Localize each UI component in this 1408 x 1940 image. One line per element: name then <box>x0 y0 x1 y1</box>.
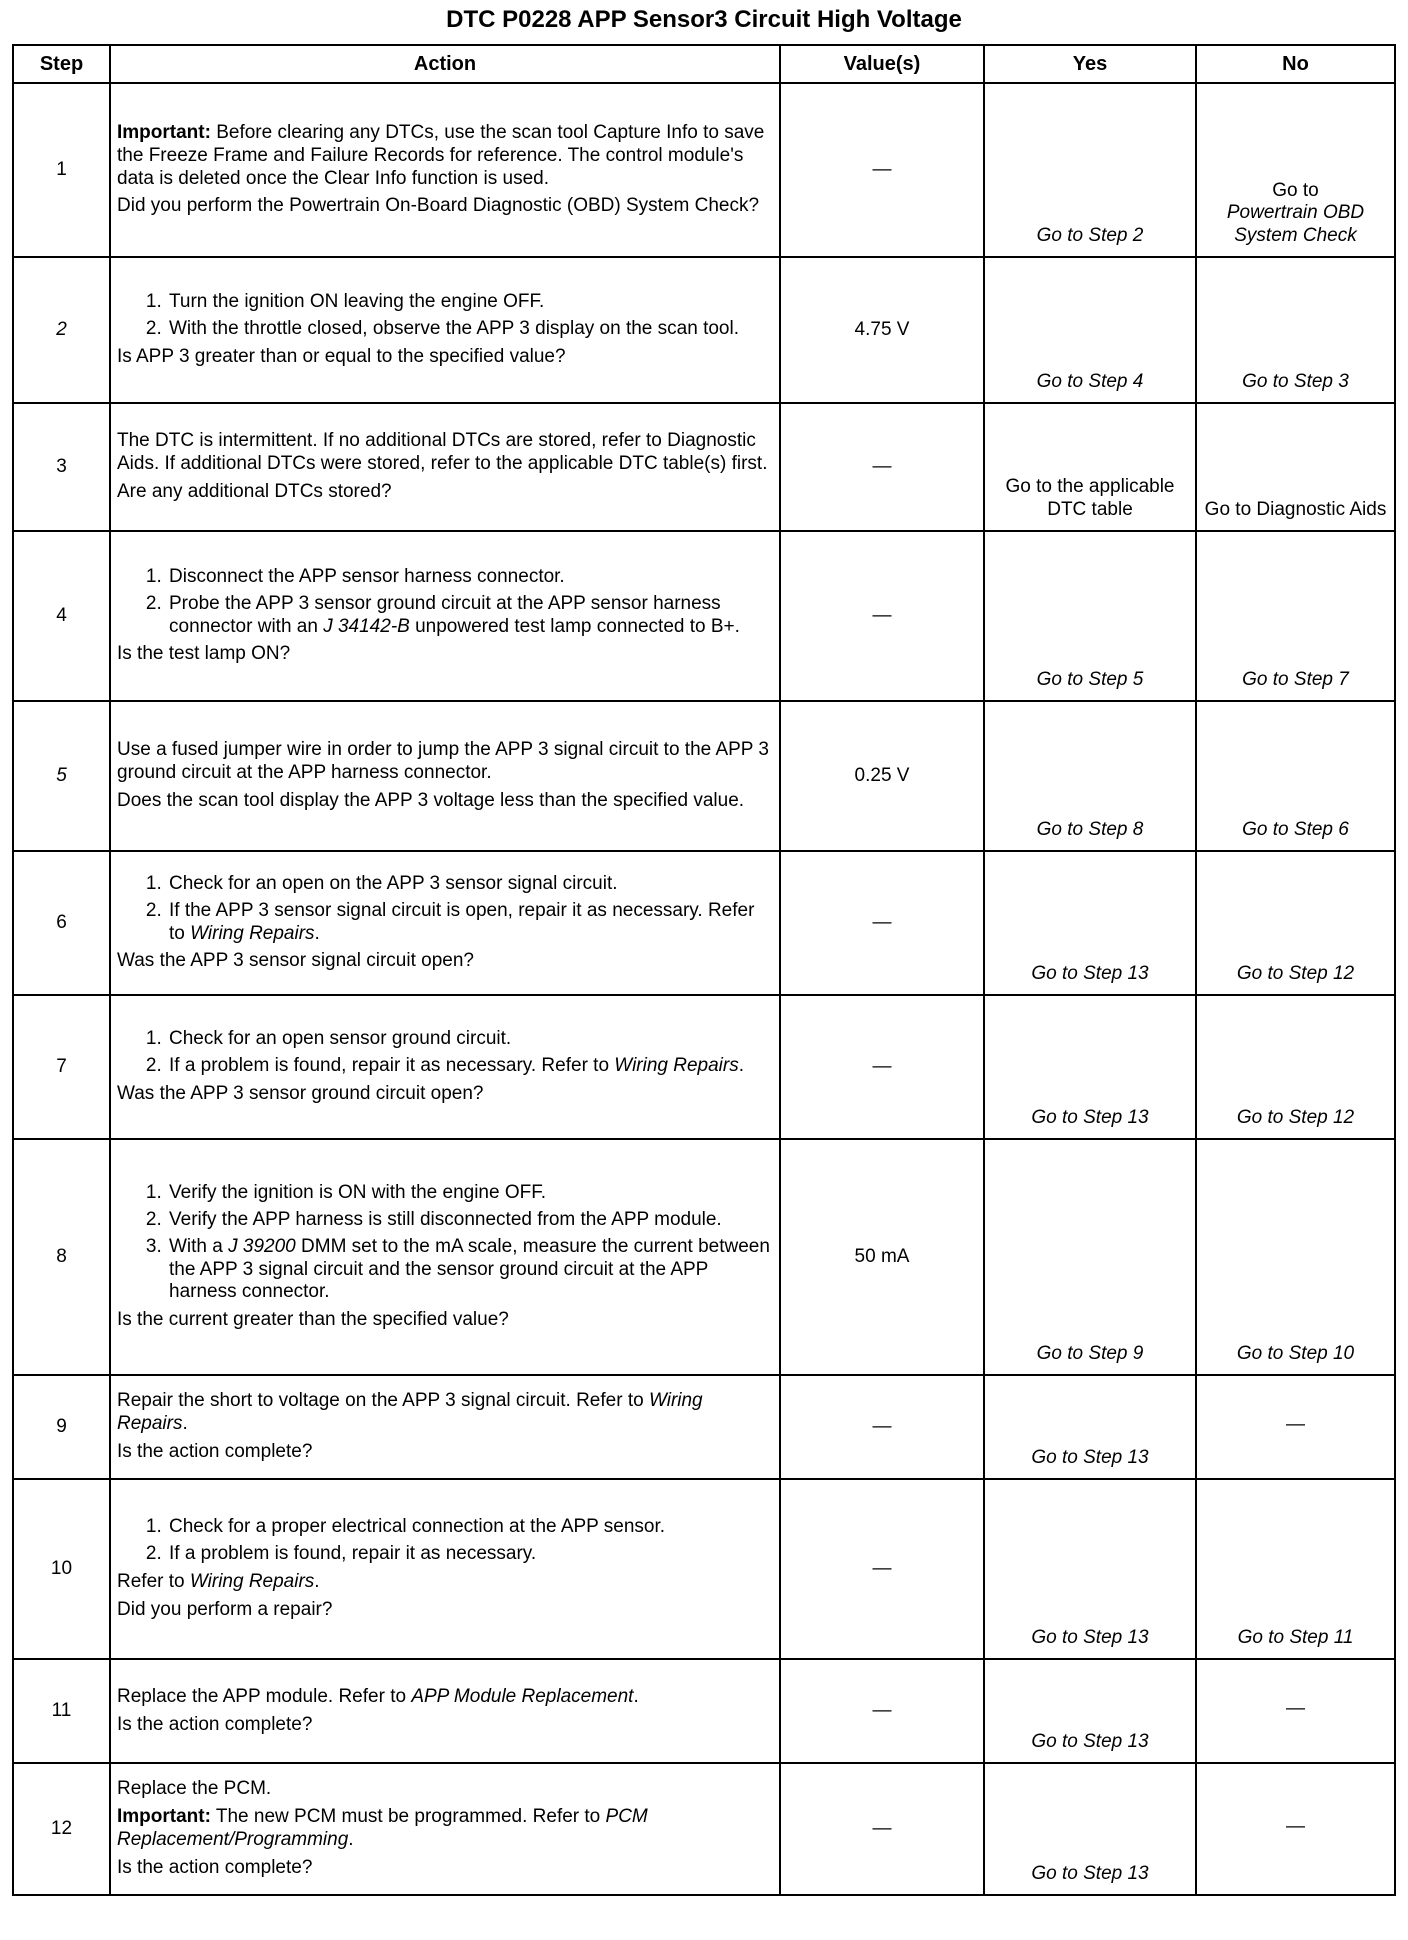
step-number: 10 <box>13 1479 110 1659</box>
action-text: . <box>314 1571 320 1592</box>
action-item <box>167 1236 773 1304</box>
action-text: . <box>633 1685 639 1707</box>
yes-link[interactable]: Go to Step 13 <box>984 851 1196 995</box>
action-item: 1. Verify the ignition is ON with the engine OFF. <box>167 1182 773 1205</box>
action-cell <box>110 83 780 257</box>
action-item: 1. Turn the ignition ON leaving the engine OFF. <box>167 291 773 314</box>
step-number: 12 <box>13 1763 110 1895</box>
value-cell: — <box>780 851 984 995</box>
action-question: Is the current greater than the specified value? <box>117 1309 509 1331</box>
action-item: 2. If a problem is found, repair it as necessary. <box>167 1543 773 1566</box>
action-question: Is the action complete? <box>117 1440 313 1462</box>
action-text: The DTC is intermittent. If no additional DTCs are stored, refer to Diagnostic Aids. If additional DTCs were stored, refer to the applicable DTC table(s) first. <box>117 430 768 475</box>
reference-link[interactable]: Wiring Repairs <box>614 1055 739 1077</box>
action-question: Did you perform a repair? <box>117 1598 333 1620</box>
header-no: No <box>1196 45 1395 83</box>
no-link-ref: Powertrain OBD System Check <box>1226 202 1365 247</box>
action-text: . <box>182 1413 188 1435</box>
step-number: 2 <box>13 257 110 403</box>
action-cell <box>110 701 780 851</box>
yes-link[interactable]: Go to Step 13 <box>984 1479 1196 1659</box>
step-number: 5 <box>13 701 110 851</box>
step-number: 6 <box>13 851 110 995</box>
no-link[interactable] <box>1196 83 1395 257</box>
value-cell: 50 mA <box>780 1139 984 1375</box>
step-number: 9 <box>13 1375 110 1479</box>
action-cell <box>110 1763 780 1895</box>
action-item: 1. Check for a proper electrical connection at the APP sensor. <box>167 1516 773 1539</box>
action-question: Was the APP 3 sensor signal circuit open? <box>117 950 474 972</box>
action-item-text: DMM set to the mA scale, measure the current between the APP 3 signal circuit and the sensor ground circuit at the APP harness connector. <box>169 1235 770 1303</box>
yes-link[interactable]: Go to Step 13 <box>984 1659 1196 1763</box>
action-question: Is the action complete? <box>117 1856 313 1878</box>
header-values: Value(s) <box>780 45 984 83</box>
action-question: Are any additional DTCs stored? <box>117 480 392 502</box>
yes-link[interactable]: Go to the applicable DTC table <box>984 403 1196 531</box>
yes-link[interactable]: Go to Step 9 <box>984 1139 1196 1375</box>
diagnostic-table <box>12 44 1396 1896</box>
value-cell: — <box>780 83 984 257</box>
value-cell: — <box>780 1763 984 1895</box>
value-cell: — <box>780 1375 984 1479</box>
yes-link[interactable]: Go to Step 13 <box>984 1763 1196 1895</box>
reference-link[interactable]: Wiring Repairs <box>117 1390 703 1435</box>
action-item-text: If the APP 3 sensor signal circuit is open, repair it as necessary. Refer to <box>169 899 755 944</box>
no-link: — <box>1196 1375 1395 1479</box>
action-item-text: unpowered test lamp connected to B+. <box>409 615 740 637</box>
action-cell <box>110 1139 780 1375</box>
yes-link[interactable]: Go to Step 4 <box>984 257 1196 403</box>
step-number: 4 <box>13 531 110 701</box>
tool-reference: J 39200 <box>228 1235 296 1257</box>
no-link-prefix: Go to <box>1272 179 1319 201</box>
action-question: Was the APP 3 sensor ground circuit open? <box>117 1082 484 1104</box>
action-cell <box>110 851 780 995</box>
value-cell: — <box>780 1479 984 1659</box>
no-link[interactable]: Go to Step 12 <box>1196 995 1395 1139</box>
action-question: Is APP 3 greater than or equal to the specified value? <box>117 345 566 367</box>
action-item-text: If a problem is found, repair it as necessary. Refer to <box>169 1055 615 1077</box>
action-cell <box>110 531 780 701</box>
action-text: The new PCM must be programmed. Refer to <box>210 1806 606 1828</box>
yes-link[interactable]: Go to Step 13 <box>984 995 1196 1139</box>
action-cell <box>110 403 780 531</box>
step-number: 1 <box>13 83 110 257</box>
action-item: 1. Check for an open on the APP 3 sensor signal circuit. <box>167 873 773 896</box>
action-item-text: Probe the APP 3 sensor ground circuit at the APP sensor harness connector with an <box>169 592 721 637</box>
action-cell <box>110 1375 780 1479</box>
no-link[interactable]: Go to Step 10 <box>1196 1139 1395 1375</box>
no-link[interactable]: Go to Diagnostic Aids <box>1196 403 1395 531</box>
action-item: 1. Disconnect the APP sensor harness connector. <box>167 566 773 589</box>
action-item <box>167 900 773 946</box>
action-question: Did you perform the Powertrain On-Board Diagnostic (OBD) System Check? <box>117 195 760 217</box>
action-text: Refer to <box>117 1571 190 1592</box>
action-cell <box>110 995 780 1139</box>
action-item-text: With a <box>169 1235 229 1257</box>
important-label: Important: <box>117 1806 211 1828</box>
value-cell: — <box>780 403 984 531</box>
no-link[interactable]: Go to Step 6 <box>1196 701 1395 851</box>
page-title: DTC P0228 APP Sensor3 Circuit High Voltage <box>446 6 962 33</box>
action-cell <box>110 1659 780 1763</box>
header-action: Action <box>110 45 780 83</box>
header-step: Step <box>13 45 110 83</box>
table-row <box>13 83 1395 257</box>
action-item-text: . <box>738 1055 744 1077</box>
no-link[interactable]: Go to Step 7 <box>1196 531 1395 701</box>
table-row <box>13 701 1395 851</box>
action-item: 1. Check for an open sensor ground circuit. <box>167 1028 773 1051</box>
action-item <box>167 1055 773 1078</box>
action-text: Before clearing any DTCs, use the scan tool Capture Info to save the Freeze Frame and Failure Records for reference. The control module's data is deleted once the Clear Info function is used. <box>117 121 765 189</box>
reference-link[interactable]: Wiring Repairs <box>190 922 315 944</box>
no-link[interactable]: Go to Step 11 <box>1196 1479 1395 1659</box>
important-label: Important: <box>117 121 211 143</box>
table-row <box>13 1375 1395 1479</box>
action-text: Use a fused jumper wire in order to jump the APP 3 signal circuit to the APP 3 ground circuit at the APP harness connector. <box>117 739 769 784</box>
action-text: . <box>348 1829 354 1850</box>
table-row <box>13 1479 1395 1659</box>
table-row <box>13 851 1395 995</box>
action-cell <box>110 257 780 403</box>
value-cell: — <box>780 531 984 701</box>
no-link: — <box>1196 1763 1395 1895</box>
step-number: 11 <box>13 1659 110 1763</box>
action-question: Is the action complete? <box>117 1713 313 1735</box>
step-number: 8 <box>13 1139 110 1375</box>
tool-reference: J 34142-B <box>323 615 410 637</box>
table-header-row <box>13 45 1395 83</box>
value-cell: — <box>780 1659 984 1763</box>
no-link[interactable]: Go to Step 3 <box>1196 257 1395 403</box>
value-cell: 4.75 V <box>780 257 984 403</box>
action-cell <box>110 1479 780 1659</box>
action-item-text: . <box>314 922 320 944</box>
value-cell: — <box>780 995 984 1139</box>
no-link: — <box>1196 1659 1395 1763</box>
action-item: 2. With the throttle closed, observe the APP 3 display on the scan tool. <box>167 318 773 341</box>
action-item <box>167 593 773 639</box>
action-item: 2. Verify the APP harness is still disconnected from the APP module. <box>167 1209 773 1232</box>
action-text: Repair the short to voltage on the APP 3 signal circuit. Refer to <box>117 1390 649 1412</box>
reference-link[interactable]: Wiring Repairs <box>189 1571 315 1592</box>
yes-link[interactable]: Go to Step 2 <box>984 83 1196 257</box>
reference-link[interactable]: APP Module Replacement <box>411 1685 634 1707</box>
action-question: Is the test lamp ON? <box>117 643 291 665</box>
yes-link[interactable]: Go to Step 8 <box>984 701 1196 851</box>
header-yes: Yes <box>984 45 1196 83</box>
action-question: Does the scan tool display the APP 3 voltage less than the specified value. <box>117 789 745 811</box>
table-row <box>13 1139 1395 1375</box>
yes-link[interactable]: Go to Step 5 <box>984 531 1196 701</box>
table-row <box>13 531 1395 701</box>
yes-link[interactable]: Go to Step 13 <box>984 1375 1196 1479</box>
table-row <box>13 257 1395 403</box>
no-link[interactable]: Go to Step 12 <box>1196 851 1395 995</box>
table-row <box>13 1763 1395 1895</box>
reference-link[interactable]: PCM Replacement/Programming <box>117 1806 648 1850</box>
step-number: 7 <box>13 995 110 1139</box>
value-cell: 0.25 V <box>780 701 984 851</box>
action-text: Replace the APP module. Refer to <box>117 1685 412 1707</box>
action-text: Replace the PCM. <box>117 1778 272 1800</box>
table-row <box>13 403 1395 531</box>
table-row <box>13 1659 1395 1763</box>
table-row <box>13 995 1395 1139</box>
step-number: 3 <box>13 403 110 531</box>
